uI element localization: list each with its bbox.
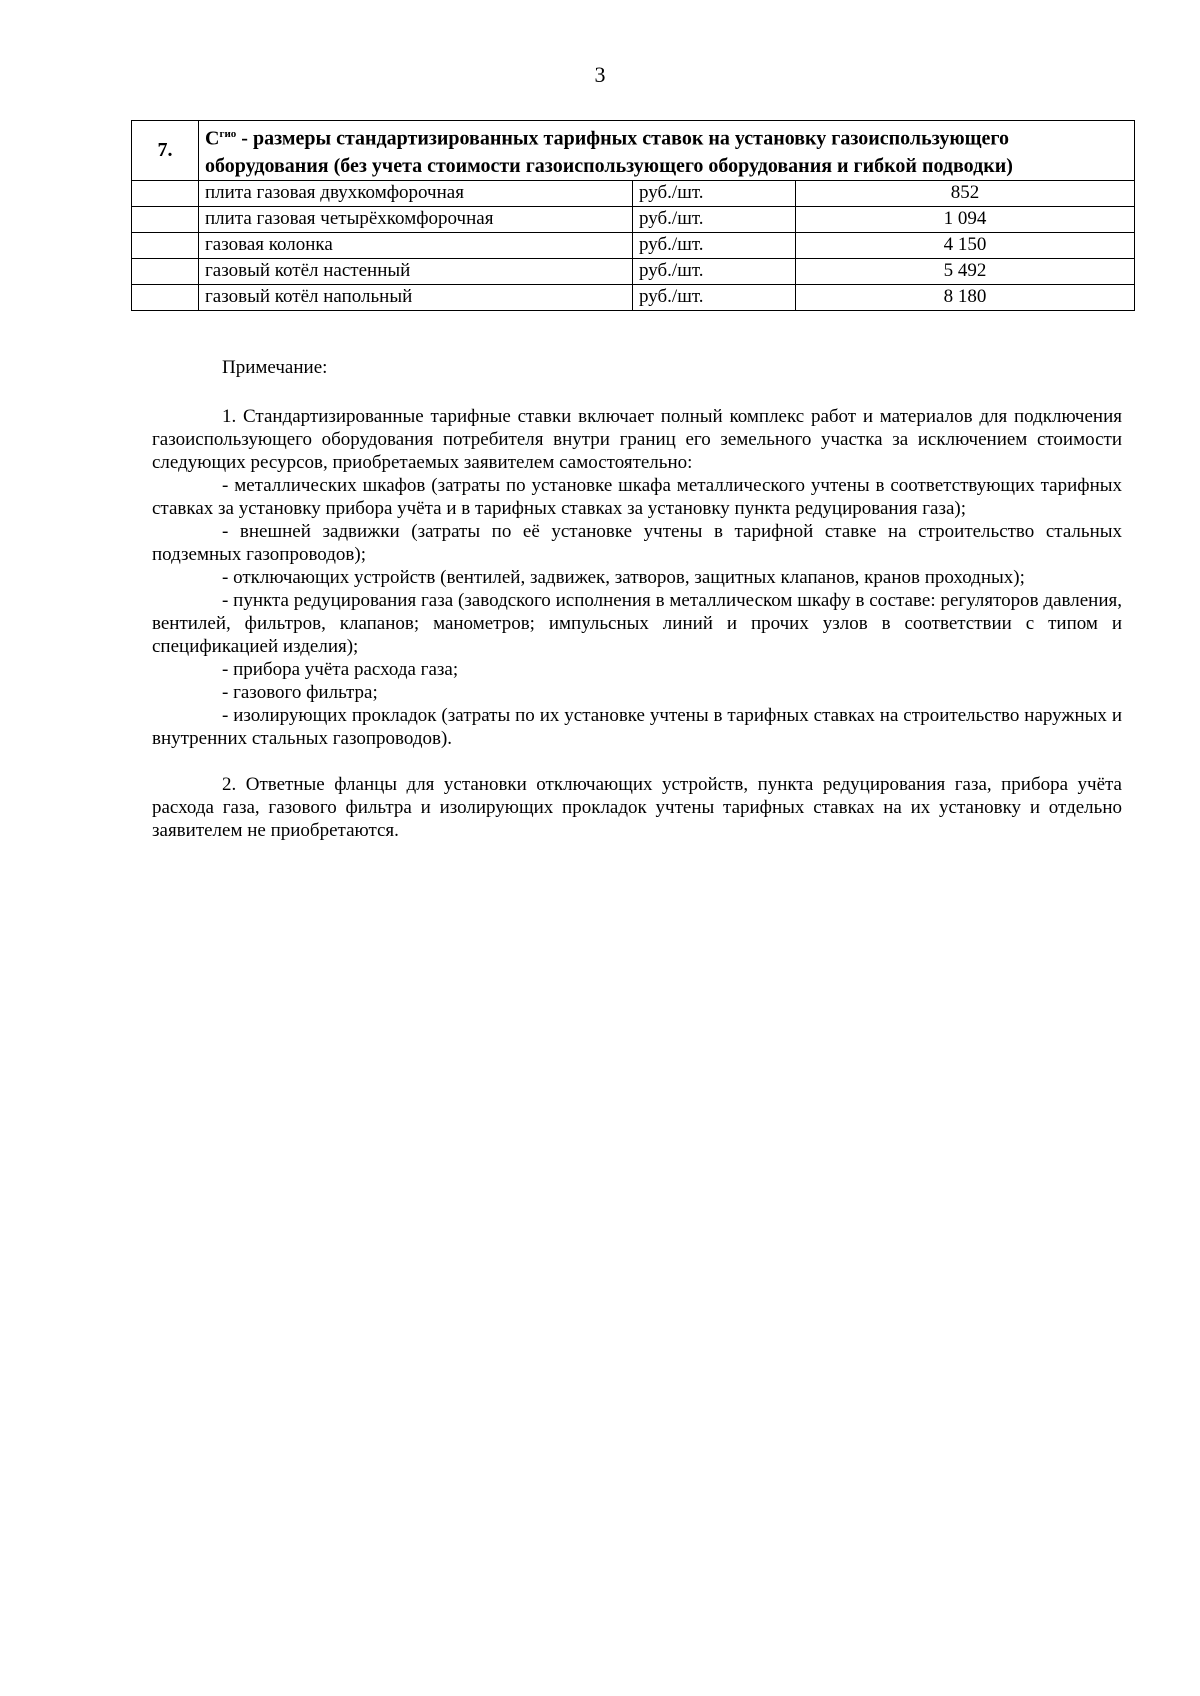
- list-item: - прибора учёта расхода газа;: [222, 659, 459, 680]
- notes-section: [152, 356, 1122, 842]
- row-value: 5 492: [796, 258, 1135, 284]
- row-unit: руб./шт.: [633, 180, 796, 206]
- row-value: 852: [796, 180, 1135, 206]
- row-name: газовый котёл напольный: [199, 284, 633, 310]
- row-value: 4 150: [796, 232, 1135, 258]
- empty-cell: [132, 180, 199, 206]
- empty-cell: [132, 258, 199, 284]
- row-name: плита газовая четырёхкомфорочная: [199, 206, 633, 232]
- row-value: 8 180: [796, 284, 1135, 310]
- tariff-table: [131, 120, 1135, 311]
- notes-caption: Примечание:: [222, 357, 328, 378]
- row-unit: руб./шт.: [633, 258, 796, 284]
- paragraph-gap: [152, 750, 1122, 773]
- row-name: плита газовая двухкомфорочная: [199, 180, 633, 206]
- list-item: - металлических шкафов (затраты по установке шкафа металлического учтены в соответствующих тарифных ставках за установку прибора учёта и в тарифных ставках за установку пункта редуцирования газа);: [152, 475, 1122, 519]
- row-name: газовый котёл настенный: [199, 258, 633, 284]
- table-row: [132, 284, 1135, 310]
- title-symbol: C: [205, 127, 220, 150]
- empty-cell: [132, 284, 199, 310]
- item-number: 7.: [132, 121, 199, 181]
- row-unit: руб./шт.: [633, 232, 796, 258]
- row-value: 1 094: [796, 206, 1135, 232]
- list-item: - внешней задвижки (затраты по её установке учтены в тарифной ставке на строительство стальных подземных газопроводов);: [152, 521, 1122, 565]
- title-superscript: гио: [219, 128, 237, 140]
- empty-cell: [132, 206, 199, 232]
- table-row: [132, 180, 1135, 206]
- title-text: - размеры стандартизированных тарифных ставок на установку газоиспользующего оборудования (без учета стоимости газоиспользующего оборудования и гибкой подводки): [205, 127, 1013, 177]
- table-row: [132, 258, 1135, 284]
- empty-cell: [132, 232, 199, 258]
- note-2: 2. Ответные фланцы для установки отключающих устройств, пункта редуцирования газа, прибора учёта расхода газа, газового фильтра и изолирующих прокладок учтены тарифных ставках на их установку и отдельно заявителем не приобретаются.: [152, 774, 1122, 841]
- list-item: - изолирующих прокладок (затраты по их установке учтены в тарифных ставках на строительство наружных и внутренних стальных газопроводов).: [152, 705, 1122, 749]
- list-item: - отключающих устройств (вентилей, задвижек, затворов, защитных клапанов, кранов проходных);: [222, 567, 1025, 588]
- row-unit: руб./шт.: [633, 284, 796, 310]
- table-row: [132, 232, 1135, 258]
- row-name: газовая колонка: [199, 232, 633, 258]
- row-unit: руб./шт.: [633, 206, 796, 232]
- table-header-row: [132, 121, 1135, 181]
- list-item: - пункта редуцирования газа (заводского исполнения в металлическом шкафу в составе: регуляторов давления, вентилей, фильтров, клапанов; манометров; импульсных линий и прочих узлов в соответствии с типом и спецификацией изделия);: [152, 590, 1122, 657]
- section-title: [199, 121, 1135, 181]
- list-item: - газового фильтра;: [222, 682, 378, 703]
- page-number: 3: [594, 62, 606, 87]
- table-row: [132, 206, 1135, 232]
- note-1: 1. Стандартизированные тарифные ставки включает полный комплекс работ и материалов для подключения газоиспользующего оборудования потребителя внутри границ его земельного участка за исключением стоимости следующих ресурсов, приобретаемых заявителем самостоятельно:: [152, 406, 1122, 473]
